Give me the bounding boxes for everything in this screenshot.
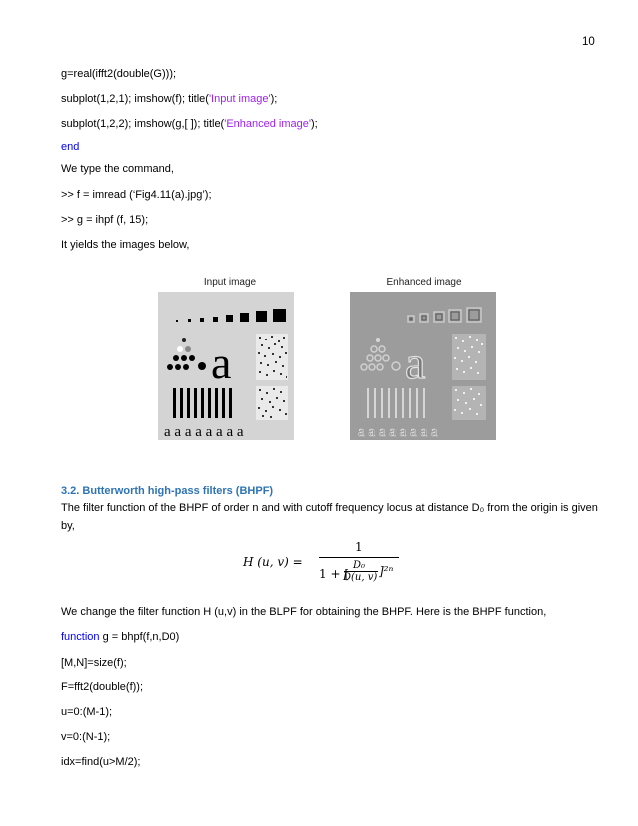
text-type-command: We type the command,	[61, 163, 174, 175]
code-string: 'Input image'	[208, 93, 271, 105]
code-text: );	[270, 93, 278, 105]
code-line: idx=find(u>M/2);	[61, 756, 141, 768]
equation-suffix: ]²ⁿ	[379, 564, 394, 578]
equation-inner-numerator: D₀	[353, 560, 366, 571]
enhanced-image	[350, 292, 496, 440]
input-image	[158, 292, 294, 440]
code-keyword-end: end	[61, 141, 80, 153]
code-line: [M,N]=size(f);	[61, 657, 127, 669]
code-line: g=real(ifft2(double(G)));	[61, 68, 177, 80]
equation-lhs: H (u, v) =	[243, 555, 303, 569]
equation	[243, 540, 463, 588]
section-heading: 3.2. Butterworth high-pass filters (BHPF)	[61, 485, 274, 497]
equation-numerator: 1	[355, 540, 363, 554]
letters-row: a a a a a a a a	[164, 424, 244, 440]
code-line: u=0:(M-1);	[61, 706, 113, 718]
input-image-title: Input image	[203, 277, 257, 288]
code-line	[61, 117, 318, 131]
big-letter-a: a	[211, 337, 232, 388]
code-text: subplot(1,2,2); imshow(g,[ ]); title(	[61, 118, 225, 130]
input-image-graphic	[158, 292, 294, 440]
code-text: subplot(1,2,1); imshow(f); title(	[61, 93, 209, 105]
equation-inner-denominator: D(u, v)	[343, 572, 378, 583]
code-line: F=fft2(double(f));	[61, 681, 144, 693]
page-number: 10	[582, 36, 595, 48]
paragraph-bhpf-intro: The filter function of the BHPF of order n and with cutoff frequency locus at distance D₀ from the origin is given by,	[61, 502, 598, 532]
command-line: >> g = ihpf (f, 15);	[61, 214, 149, 226]
code-line	[61, 630, 179, 644]
code-string: 'Enhanced image'	[224, 118, 311, 130]
code-line	[61, 92, 277, 106]
fraction-bar	[319, 557, 399, 558]
paragraph-bhpf-change: We change the filter function H (u,v) in the BLPF for obtaining the BHPF. Here is the BHPF function,	[61, 606, 547, 618]
enhanced-image-title: Enhanced image	[386, 277, 462, 288]
enhanced-image-graphic	[350, 292, 496, 440]
big-letter-a: a	[405, 337, 426, 388]
code-keyword-function: function	[61, 631, 100, 643]
command-line: >> f = imread (‘Fig4.11(a).jpg’);	[61, 189, 212, 201]
equation-denominator-prefix: 1 + [	[319, 567, 349, 581]
code-text: );	[311, 118, 318, 130]
code-line: v=0:(N-1);	[61, 731, 111, 743]
code-text: g = bhpf(f,n,D0)	[99, 631, 180, 643]
letters-row: a a a a a a a a	[358, 424, 438, 440]
text-yields: It yields the images below,	[61, 239, 190, 251]
